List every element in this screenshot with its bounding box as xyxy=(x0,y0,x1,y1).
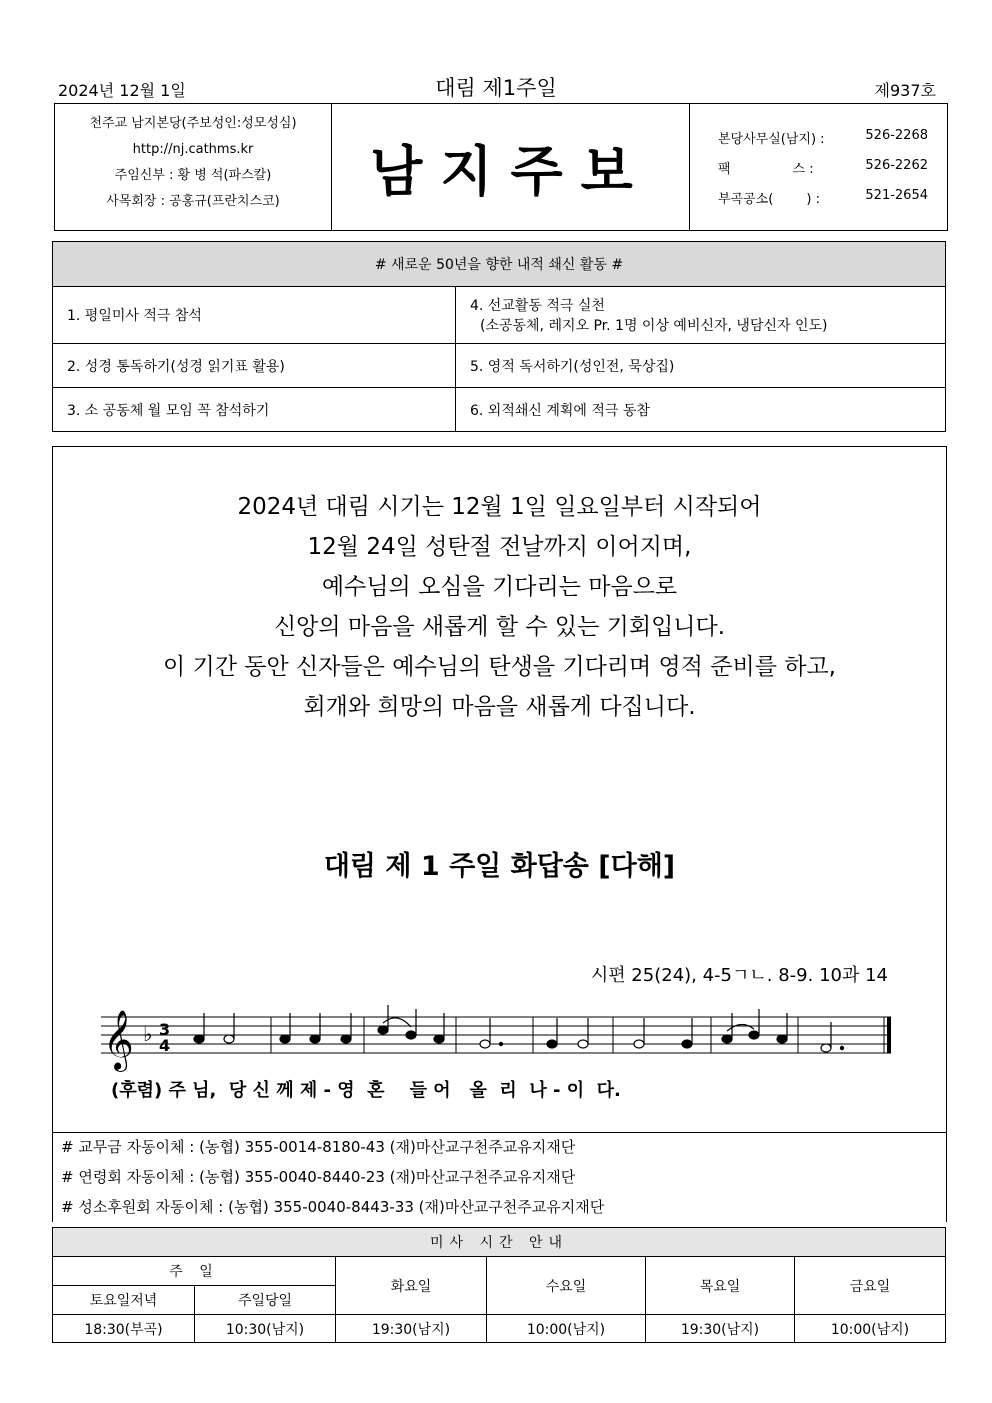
issue-number: 제937호 xyxy=(874,81,936,100)
activity-item: 4. 선교활동 적극 실천 (소공동체, 레지오 Pr. 1명 이상 예비신자, 냉담신자 인도) xyxy=(456,287,946,344)
parish-name: 천주교 남지본당(주보성인:성모성심) xyxy=(89,116,297,131)
contact-mission: 부곡공소( ) : 521-2654 xyxy=(718,188,928,207)
mass-time: 18:30(부곡) xyxy=(53,1315,195,1343)
day-header: 목요일 xyxy=(646,1257,795,1315)
parish-url[interactable]: http://nj.cathms.kr xyxy=(132,142,254,157)
mass-schedule-table xyxy=(52,1227,946,1343)
advent-introduction xyxy=(53,487,946,727)
masthead-box xyxy=(54,103,948,231)
contact-office: 본당사무실(남지) : 526-2268 xyxy=(718,128,928,147)
sunday-header: 주 일 xyxy=(53,1257,336,1286)
mass-time: 10:00(남지) xyxy=(487,1315,646,1343)
intro-line: 예수님의 오심을 기다리는 마음으로 xyxy=(321,574,678,600)
treble-clef-icon: 𝄞 xyxy=(103,1010,134,1070)
council-president: 사목회장 : 공홍규(프란치스코) xyxy=(106,194,280,209)
bulletin-title: 대림 제1주일 xyxy=(435,76,557,100)
intro-line: 2024년 대림 시기는 12월 1일 일요일부터 시작되어 xyxy=(237,494,762,520)
psalm-title: 대림 제 1 주일 화답송 [다해] xyxy=(323,851,676,882)
activity-item: 5. 영적 독서하기(성인전, 묵상집) xyxy=(456,344,946,388)
auto-transfer-accounts xyxy=(52,1132,947,1222)
mass-time: 19:30(남지) xyxy=(336,1315,487,1343)
intro-line: 신앙의 마음을 새롭게 할 수 있는 기회입니다. xyxy=(273,614,726,640)
intro-line: 이 기간 동안 신자들은 예수님의 탄생을 기다리며 영적 준비를 하고, xyxy=(163,654,836,680)
psalm-lyrics: (후렴) 주 님, 당 신 께 제 - 영 혼 들 어 올 리 나 - 이 다. xyxy=(111,1080,621,1101)
day-header: 수요일 xyxy=(487,1257,646,1315)
activity-item: 2. 성경 통독하기(성경 읽기표 활용) xyxy=(53,344,456,388)
mass-heading: 미사 시간 안내 xyxy=(53,1228,946,1257)
account-line: # 성소후원회 자동이체 : (농협) 355-0040-8443-33 (재)마산교구천주교유지재단 xyxy=(61,1198,605,1216)
day-header: 금요일 xyxy=(795,1257,946,1315)
activity-item: 1. 평일미사 적극 참석 xyxy=(53,287,456,344)
contact-fax: 팩 스 : 526-2262 xyxy=(718,158,928,177)
notes xyxy=(194,1005,844,1052)
account-line: # 교무금 자동이체 : (농협) 355-0014-8180-43 (재)마산교구천주교유지재단 xyxy=(61,1138,576,1156)
flat-icon: ♭ xyxy=(143,1022,153,1046)
parish-info xyxy=(55,104,332,230)
mass-time: 10:00(남지) xyxy=(795,1315,946,1343)
renewal-heading: # 새로운 50년을 향한 내적 쇄신 활동 # xyxy=(53,242,946,287)
mass-time: 19:30(남지) xyxy=(646,1315,795,1343)
account-line: # 연령회 자동이체 : (농협) 355-0040-8440-23 (재)마산교구천주교유지재단 xyxy=(61,1168,576,1186)
intro-line: 12월 24일 성탄절 전날까지 이어지며, xyxy=(307,534,692,560)
time-signature: 3 xyxy=(159,1020,171,1039)
pastor-name: 주임신부 : 황 병 석(파스칼) xyxy=(114,168,272,183)
bulletin-date: 2024년 12월 1일 xyxy=(58,81,186,100)
activity-item: 6. 외적쇄신 계획에 적극 동참 xyxy=(456,388,946,432)
time-signature: 4 xyxy=(159,1036,171,1055)
activity-item: 3. 소 공동체 월 모임 꼭 참석하기 xyxy=(53,388,456,432)
slur xyxy=(727,1024,754,1031)
renewal-activities-table xyxy=(52,241,946,432)
sunday-day-header: 주일당일 xyxy=(195,1286,336,1315)
main-content-box xyxy=(52,446,947,1133)
masthead-title: 남지주보 xyxy=(332,104,690,230)
contact-info xyxy=(690,104,947,230)
sat-evening-header: 토요일저녁 xyxy=(53,1286,195,1315)
mass-time: 10:30(남지) xyxy=(195,1315,336,1343)
music-staff xyxy=(101,1003,901,1073)
day-header: 화요일 xyxy=(336,1257,487,1315)
intro-line: 회개와 희망의 마음을 새롭게 다집니다. xyxy=(303,694,696,720)
psalm-reference: 시편 25(24), 4-5ㄱㄴ. 8-9. 10과 14 xyxy=(590,965,888,986)
